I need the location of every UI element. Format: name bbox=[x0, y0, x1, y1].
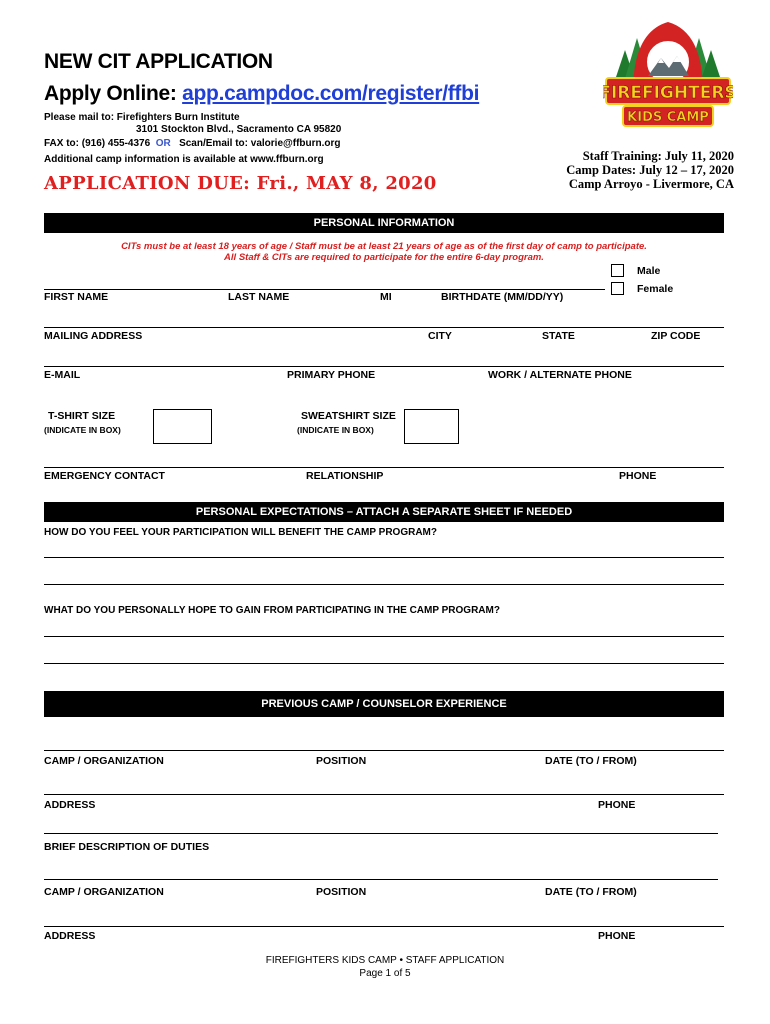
mi-label: MI bbox=[380, 291, 392, 303]
address-label-1: ADDRESS bbox=[44, 799, 96, 811]
primary-phone-label: PRIMARY PHONE bbox=[287, 369, 376, 381]
question-1: HOW DO YOU FEEL YOUR PARTICIPATION WILL BENEFIT THE CAMP PROGRAM? bbox=[44, 527, 437, 538]
emergency-contact-label: EMERGENCY CONTACT bbox=[44, 470, 165, 482]
male-checkbox[interactable] bbox=[611, 264, 624, 277]
svg-text:KIDS CAMP: KIDS CAMP bbox=[627, 110, 709, 125]
email-line[interactable] bbox=[44, 366, 724, 367]
address-line-1[interactable] bbox=[44, 794, 724, 795]
page-title: NEW CIT APPLICATION bbox=[44, 50, 273, 73]
info-line: Additional camp information is available at www.ffburn.org bbox=[44, 154, 324, 165]
staff-training: Staff Training: July 11, 2020 bbox=[582, 149, 734, 163]
apply-prefix: Apply Online: bbox=[44, 82, 183, 105]
duties-line[interactable] bbox=[44, 833, 718, 834]
female-label: Female bbox=[637, 283, 674, 295]
answer-1-line-1[interactable] bbox=[44, 557, 724, 558]
emergency-phone-label: PHONE bbox=[619, 470, 657, 482]
first-name-label: FIRST NAME bbox=[44, 291, 109, 303]
phone-label-2: PHONE bbox=[598, 930, 636, 942]
camp-org-label-1: CAMP / ORGANIZATION bbox=[44, 755, 164, 767]
relationship-label: RELATIONSHIP bbox=[306, 470, 384, 482]
zip-label: ZIP CODE bbox=[651, 330, 701, 342]
address-line[interactable] bbox=[44, 327, 724, 328]
last-name-label: LAST NAME bbox=[228, 291, 290, 303]
experience-header: PREVIOUS CAMP / COUNSELOR EXPERIENCE bbox=[44, 691, 724, 717]
sweatshirt-hint: (INDICATE IN BOX) bbox=[297, 425, 374, 435]
camp-org-line-2[interactable] bbox=[44, 879, 718, 880]
answer-2-line-2[interactable] bbox=[44, 663, 724, 664]
tshirt-hint: (INDICATE IN BOX) bbox=[44, 425, 121, 435]
svg-text:FIREFIGHTERS: FIREFIGHTERS bbox=[603, 83, 733, 103]
sweatshirt-size-box[interactable] bbox=[404, 409, 459, 444]
camp-location: Camp Arroyo - Livermore, CA bbox=[568, 177, 734, 191]
answer-1-line-2[interactable] bbox=[44, 584, 724, 585]
question-2: WHAT DO YOU PERSONALLY HOPE TO GAIN FROM PARTICIPATING IN THE CAMP PROGRAM? bbox=[44, 605, 500, 616]
name-line[interactable] bbox=[44, 289, 605, 290]
mailing-address-label: MAILING ADDRESS bbox=[44, 330, 143, 342]
phone-label-1: PHONE bbox=[598, 799, 636, 811]
apply-online bbox=[44, 82, 479, 106]
fax-text: FAX to: (916) 455-4376 bbox=[44, 138, 151, 149]
position-label-1: POSITION bbox=[316, 755, 367, 767]
female-checkbox[interactable] bbox=[611, 282, 624, 295]
firefighters-kids-camp-logo bbox=[603, 14, 733, 136]
date-label-2: DATE (TO / FROM) bbox=[545, 886, 637, 898]
camp-dates: Camp Dates: July 12 – 17, 2020 bbox=[566, 163, 734, 177]
state-label: STATE bbox=[542, 330, 575, 342]
work-phone-label: WORK / ALTERNATE PHONE bbox=[488, 369, 632, 381]
mail-line-1: Please mail to: Firefighters Burn Institute bbox=[44, 112, 240, 123]
footer-title: FIREFIGHTERS KIDS CAMP • STAFF APPLICATION bbox=[265, 955, 505, 966]
date-label-1: DATE (TO / FROM) bbox=[545, 755, 637, 767]
apply-url-link[interactable]: app.campdoc.com/register/ffbi bbox=[182, 82, 480, 105]
or-text: OR bbox=[155, 138, 171, 149]
address-line-2[interactable] bbox=[44, 926, 724, 927]
tshirt-size-box[interactable] bbox=[153, 409, 212, 444]
camp-info bbox=[566, 149, 734, 191]
camp-org-line-1[interactable] bbox=[44, 750, 724, 751]
sweatshirt-label: SWEATSHIRT SIZE bbox=[301, 410, 396, 422]
application-due: APPLICATION DUE: Fri., MAY 8, 2020 bbox=[44, 173, 437, 194]
scan-text: Scan/Email to: valorie@ffburn.org bbox=[179, 138, 341, 149]
birthdate-label: BIRTHDATE (MM/DD/YY) bbox=[441, 291, 564, 303]
page-number: Page 1 of 5 bbox=[359, 968, 411, 979]
fax-line bbox=[44, 138, 341, 149]
tshirt-label: T-SHIRT SIZE bbox=[48, 410, 116, 422]
mail-line-2: 3101 Stockton Blvd., Sacramento CA 95820 bbox=[136, 124, 342, 135]
email-label: E-MAIL bbox=[44, 369, 81, 381]
male-label: Male bbox=[637, 265, 661, 277]
age-note: CITs must be at least 18 years of age / Staff must be at least 21 years of age as of the first day of camp to participate. bbox=[121, 241, 647, 252]
personal-info-header: PERSONAL INFORMATION bbox=[44, 213, 724, 233]
answer-2-line-1[interactable] bbox=[44, 636, 724, 637]
duties-label: BRIEF DESCRIPTION OF DUTIES bbox=[44, 841, 210, 853]
city-label: CITY bbox=[428, 330, 452, 342]
position-label-2: POSITION bbox=[316, 886, 367, 898]
emergency-line[interactable] bbox=[44, 467, 724, 468]
expectations-header: PERSONAL EXPECTATIONS – ATTACH A SEPARATE SHEET IF NEEDED bbox=[44, 502, 724, 522]
address-label-2: ADDRESS bbox=[44, 930, 96, 942]
camp-org-label-2: CAMP / ORGANIZATION bbox=[44, 886, 164, 898]
participation-note: All Staff & CITs are required to participate for the entire 6-day program. bbox=[224, 252, 544, 263]
